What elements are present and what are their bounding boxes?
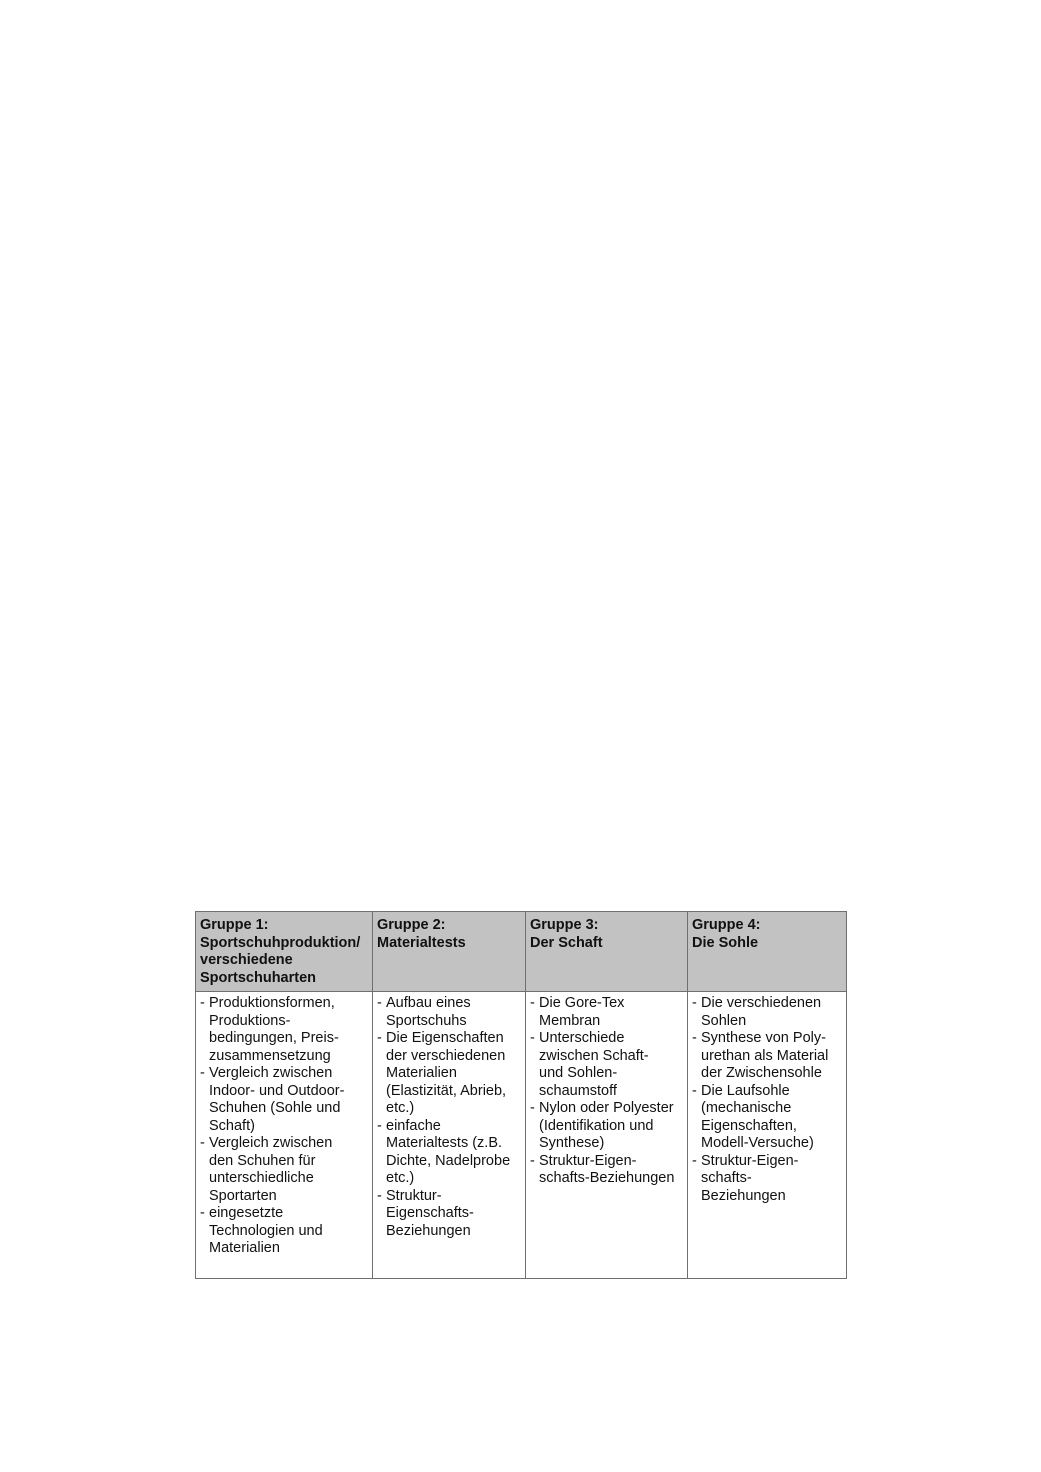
header-line: Sportschuharten — [200, 969, 317, 986]
topic-list — [530, 995, 685, 1188]
topic-list — [377, 995, 523, 1240]
body-cell-gruppe-1 — [196, 992, 373, 1279]
header-line: Sportschuhproduktion/ — [200, 934, 361, 951]
list-item: - Aufbau eines Sportschuhs — [377, 995, 523, 1030]
list-item: - Struktur- Eigenschafts- Beziehungen — [377, 1188, 523, 1241]
list-item: - Struktur-Eigen- schafts-Beziehungen — [530, 1153, 685, 1188]
list-item: - Die Eigenschaften der verschiedenen Materialien (Elastizität, Abrieb, etc.) — [377, 1030, 523, 1118]
list-item: - eingesetzte Technologien und Materialien — [200, 1205, 370, 1258]
list-item: - Vergleich zwischen den Schuhen für unterschiedliche Sportarten — [200, 1135, 370, 1205]
list-item: - Vergleich zwischen Indoor- und Outdoor- Schuhen (Sohle und Schaft) — [200, 1065, 370, 1135]
list-item: - Synthese von Poly- urethan als Material der Zwischensohle — [692, 1030, 844, 1083]
header-cell-gruppe-3 — [526, 912, 688, 992]
table-header-row — [196, 912, 847, 992]
group-topics-table — [195, 911, 847, 1279]
list-item: - Die Laufsohle (mechanische Eigenschaften, Modell-Versuche) — [692, 1083, 844, 1153]
table-body-row — [196, 992, 847, 1279]
header-line: Gruppe 1: — [200, 917, 269, 933]
topic-list — [692, 995, 844, 1205]
list-item: - einfache Materialtests (z.B. Dichte, Nadelprobe etc.) — [377, 1118, 523, 1188]
header-line: Der Schaft — [530, 934, 603, 951]
header-cell-gruppe-4 — [688, 912, 847, 992]
list-item: - Produktionsformen, Produktions- bedingungen, Preis- zusammensetzung — [200, 995, 370, 1065]
body-cell-gruppe-3 — [526, 992, 688, 1279]
body-cell-gruppe-4 — [688, 992, 847, 1279]
header-line: Gruppe 2: — [377, 917, 446, 933]
header-line: Die Sohle — [692, 934, 759, 951]
list-item: - Die Gore-Tex Membran — [530, 995, 685, 1030]
header-line: Gruppe 4: — [692, 917, 761, 933]
list-item: - Die verschiedenen Sohlen — [692, 995, 844, 1030]
header-line: Gruppe 3: — [530, 917, 599, 933]
list-item: - Nylon oder Polyester (Identifikation und Synthese) — [530, 1100, 685, 1153]
header-cell-gruppe-2 — [373, 912, 526, 992]
body-cell-gruppe-2 — [373, 992, 526, 1279]
header-line: Materialtests — [377, 934, 466, 951]
list-item: - Unterschiede zwischen Schaft- und Sohlen- schaumstoff — [530, 1030, 685, 1100]
topic-list — [200, 995, 370, 1258]
header-line: verschiedene — [200, 952, 293, 968]
list-item: - Struktur-Eigen- schafts- Beziehungen — [692, 1153, 844, 1206]
header-cell-gruppe-1 — [196, 912, 373, 992]
